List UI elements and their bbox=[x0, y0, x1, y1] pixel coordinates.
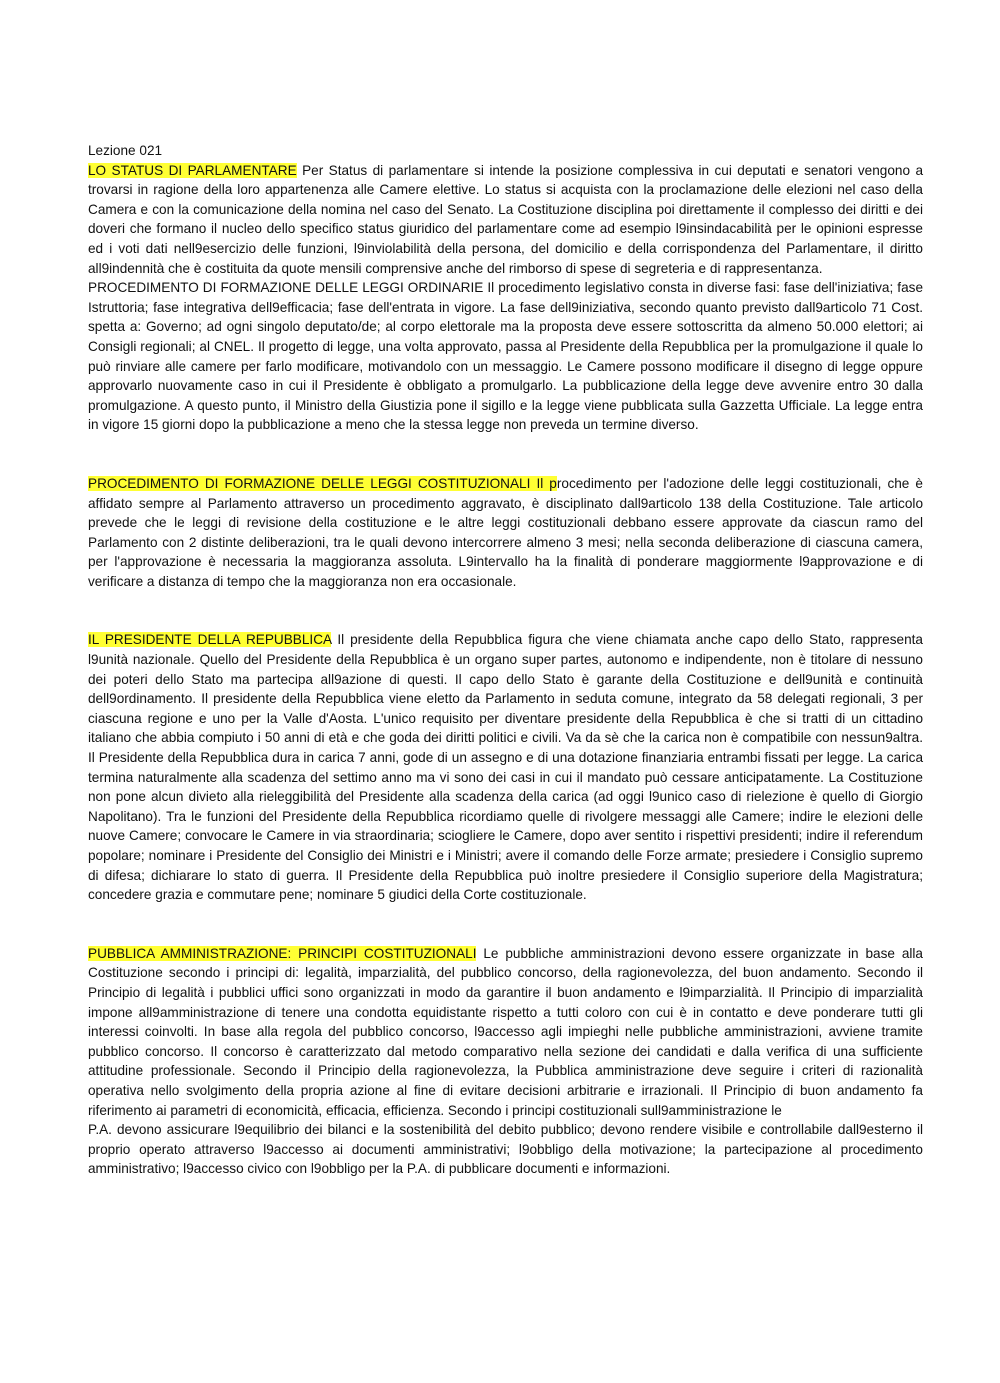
paragraph-spacer bbox=[88, 435, 923, 474]
paragraph-spacer bbox=[88, 905, 923, 944]
section-leggi-costituzionali bbox=[88, 474, 923, 592]
section-heading-pubblica-amministrazione: PUBBLICA AMMINISTRAZIONE: PRINCIPI COSTITUZIONALI bbox=[88, 945, 477, 961]
section-pubblica-amministrazione-continuation: P.A. devono assicurare l9equilibrio dei bilanci e la sostenibilità del debito pubblico; devono rendere visibile e controllabile dall9esterno il proprio operato attraverso l9accesso ai documenti amministrativi; l9obbligo della motivazione; la partecipazione al procedimento amministrativo; l9accesso civico con l9obbligo per la P.A. di pubblicare documenti e informazioni. bbox=[88, 1122, 923, 1177]
section-heading-presidente-repubblica: IL PRESIDENTE DELLA REPUBBLICA bbox=[88, 632, 332, 648]
section-pubblica-amministrazione bbox=[88, 944, 923, 1120]
lesson-title: Lezione 021 bbox=[88, 143, 163, 158]
section-status-parlamentare bbox=[88, 161, 923, 279]
section-heading-status-parlamentare: LO STATUS DI PARLAMENTARE bbox=[88, 162, 297, 178]
section-body-presidente-repubblica: Il presidente della Repubblica figura che viene chiamata anche capo dello Stato, rappresenta l9unità nazionale. Quello del Presidente della Repubblica è un organo super partes, autonomo e indipendente, non è titolare di nessuno dei poteri dello Stato ma partecipa all9azione di questi. Il capo dello Stato è garante della Costituzione e dell9unità e continuità dell9ordinamento. Il presidente della Repubblica viene eletto da Parlamento in seduta comune, integrato da 58 delegati regionali, 3 per ciascuna regione e uno per la Valle d'Aosta. L'unico requisito per diventare presidente della Repubblica è che si tratti di un cittadino italiano che abbia compiuto i 50 anni di età e che goda dei diritti politici e civili. Va da sè che la carica non è compatibile con nessun9altra. Il Presidente della Repubblica dura in carica 7 anni, gode di un assegno e di una dotazione finanziaria entrambi fissati per legge. La carica termina naturalmente alla scadenza del settimo anno ma vi sono dei casi in cui il mandato può cessare anticipatamente. La Costituzione non pone alcun divieto alla rieleggibilità del Presidente alla scadenza della carica (ad oggi l9unico caso di rielezione è quello di Giorgio Napolitano). Tra le funzioni del Presidente della Repubblica ricordiamo quelle di rivolgere messaggi alle Camere; indire le elezioni delle nuove Camere; convocare le Camere in via straordinaria; sciogliere le Camere, dopo aver sentito i rispettivi presidenti; indire il referendum popolare; nominare i Presidente del Consiglio dei Ministri e i Ministri; avere il comando delle Forze armate; presiedere i Consiglio supremo di difesa; dichiarare lo stato di guerra. Il Presidente della Repubblica può inoltre presiedere il Consiglio superiore della Magistratura; concedere grazia e commutare pene; nominare 5 giudici della Corte costituzionale. bbox=[88, 632, 923, 903]
section-heading-leggi-costituzionali: PROCEDIMENTO DI FORMAZIONE DELLE LEGGI COSTITUZIONALI Il p bbox=[88, 475, 557, 491]
section-presidente-repubblica bbox=[88, 630, 923, 904]
section-leggi-ordinarie bbox=[88, 278, 923, 435]
section-body-leggi-ordinarie: Il procedimento legislativo consta in diverse fasi: fase dell'iniziativa; fase Istruttoria; fase integrativa dell9efficacia; fase dell'entrata in vigore. La fase dell9iniziativa, secondo quanto previsto dall9articolo 71 Cost. spetta a: Governo; ad ogni singolo deputato/de; al corpo elettorale ma la proposta deve essere sottoscritta da almeno 50.000 elettori; ai Consigli regionali; al CNEL. Il progetto di legge, una volta approvato, passa al Presidente della Repubblica per la promulgazione il quale lo può rinviare alle camere per farlo modificare, motivandolo con un messaggio. Le Camere possono modificare il disegno di legge oppure approvarlo nuovamente caso in cui il Presidente è obbligato a promulgarlo. La pubblicazione della legge deve avvenire entro 30 dalla promulgazione. A questo punto, il Ministro della Giustizia pone il sigillo e la legge viene pubblicata sulla Gazzetta Ufficiale. La legge entra in vigore 15 giorni dopo la pubblicazione a meno che la stessa legge non preveda un termine diverso. bbox=[88, 280, 924, 433]
document-page bbox=[88, 141, 923, 1179]
section-body-leggi-costituzionali: rocedimento per l'adozione delle leggi costituzionali, che è affidato sempre al Parlamento attraverso un procedimento aggravato, è disciplinato dall9articolo 138 della Costituzione. Tale articolo prevede che le leggi di revisione della costituzione e le altre leggi costituzionali debbano essere approvate da ciascun ramo del Parlamento con 2 distinte deliberazioni, tra le quali devono intercorrere almeno 3 mesi; nella seconda deliberazione di ciascuna camera, per l'approvazione è necessaria la maggioranza assoluta. L9intervallo ha la finalità di ponderare maggiormente l9approvazione e di verificare a distanza di tempo che la maggioranza non era occasionale. bbox=[88, 475, 923, 589]
section-heading-leggi-ordinarie: PROCEDIMENTO DI FORMAZIONE DELLE LEGGI ORDINARIE bbox=[88, 280, 484, 296]
section-body-pubblica-amministrazione: Le pubbliche amministrazioni devono essere organizzate in base alla Costituzione secondo i principi di: legalità, imparzialità, del pubblico concorso, della ragionevolezza, del buon andamento. Secondo il Principio di legalità i pubblici uffici sono organizzati in modo da garantire il buon andamento e l9imparzialità. Il Principio di imparzialità impone all9amministrazione di tenere una condotta equidistante rispetto a tutti coloro con cui è in contatto e deve ponderare tutti gli interessi coinvolti. In base alla regola del pubblico concorso, l9accesso agli impieghi nelle pubbliche amministrazioni, avviene tramite pubblico concorso. Il concorso è caratterizzato dal metodo comparativo nella sezione dei candidati e dalla verifica di una sufficiente attitudine professionale. Secondo il Principio della ragionevolezza, la Pubblica amministrazione deve seguire i criteri di razionalità operativa nello svolgimento della propria azione al fine di evitare decisioni arbitrarie e irrazionali. Il Principio di buon andamento fa riferimento ai parametri di economicità, efficacia, efficienza. Secondo i principi costituzionali sull9amministrazione le bbox=[88, 945, 923, 1118]
paragraph-spacer bbox=[88, 591, 923, 630]
section-body-status-parlamentare: Per Status di parlamentare si intende la posizione complessiva in cui deputati e senatori vengono a trovarsi in ragione della loro appartenenza alle Camere elettive. Lo status si acquista con la proclamazione delle elezioni nel caso della Camera e con la comunicazione della nomina nel caso del Senato. La Costituzione disciplina poi direttamente il complesso dei diritti e dei doveri che formano il nucleo dello specifico status giuridico del parlamentare come ad esempio l9insindacabilità per le opinioni espresse ed i voti dati nell9esercizio delle funzioni, l9inviolabilità della persona, del domicilio e della corrispondenza del Parlamentare, il diritto all9indennità che è costituita da quote mensili comprensive anche del rimborso di spese di segreteria e di rappresentanza. bbox=[88, 162, 923, 276]
